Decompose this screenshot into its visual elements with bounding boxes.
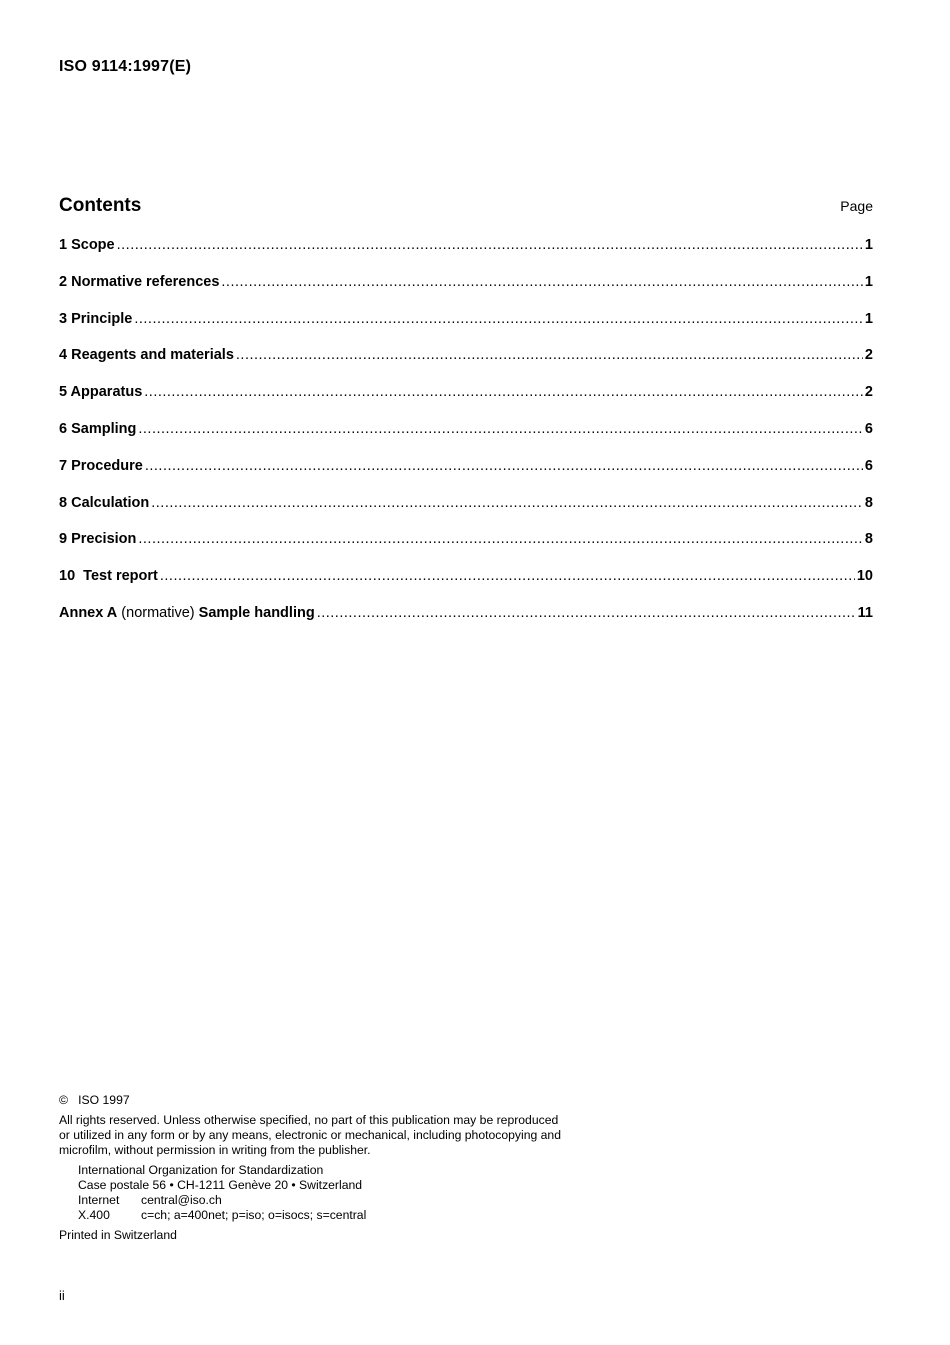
toc-entry-test-report[interactable] bbox=[59, 568, 873, 605]
toc-entry-page: 1 bbox=[864, 273, 873, 290]
page-number: ii bbox=[59, 1288, 65, 1303]
internet-value[interactable]: central@iso.ch bbox=[141, 1193, 222, 1207]
postal-address: Case postale 56 • CH-1211 Genève 20 • Switzerland bbox=[78, 1178, 363, 1192]
printed-in: Printed in Switzerland bbox=[59, 1228, 177, 1242]
toc-entry-precision[interactable] bbox=[59, 531, 873, 568]
rights-statement bbox=[59, 1113, 619, 1158]
toc-entry-page: 11 bbox=[857, 604, 873, 621]
toc-entry-page: 6 bbox=[864, 457, 873, 474]
toc-entry-page: 8 bbox=[864, 531, 873, 548]
toc-entry-label: 8 Calculation bbox=[59, 494, 150, 511]
toc-leader-dots bbox=[317, 605, 856, 621]
toc-entry-label: 4 Reagents and materials bbox=[59, 347, 234, 364]
toc-entry-annex-a[interactable] bbox=[59, 605, 873, 642]
toc-leader-dots bbox=[236, 347, 863, 363]
toc-entry-page: 10 bbox=[856, 568, 873, 585]
x400-row bbox=[78, 1208, 619, 1223]
toc-entry-label: 1 Scope bbox=[59, 237, 115, 253]
publication-footer bbox=[59, 1093, 619, 1243]
toc-entry-label: 2 Normative references bbox=[59, 273, 220, 290]
toc-entry-normative-references[interactable] bbox=[59, 274, 873, 311]
annex-prefix: Annex A bbox=[59, 604, 118, 621]
toc-leader-dots bbox=[138, 531, 863, 547]
toc-leader-dots bbox=[117, 237, 863, 253]
toc-leader-dots bbox=[145, 458, 863, 474]
document-id: ISO 9114:1997(E) bbox=[59, 58, 192, 75]
toc-entry-label: 3 Principle bbox=[59, 310, 133, 327]
toc-leader-dots bbox=[151, 495, 863, 511]
contents-heading-row bbox=[59, 195, 873, 217]
internet-label: Internet bbox=[78, 1193, 120, 1207]
toc-entry-principle[interactable] bbox=[59, 311, 873, 348]
contents-title: Contents bbox=[59, 195, 142, 216]
annex-qualifier: (normative) bbox=[117, 604, 199, 621]
toc-entry-label: 6 Sampling bbox=[59, 420, 137, 437]
toc-entry-calculation[interactable] bbox=[59, 495, 873, 532]
rights-line: All rights reserved. Unless otherwise specified, no part of this publication may be reproduced bbox=[59, 1113, 559, 1127]
toc-entry-page: 1 bbox=[864, 237, 873, 253]
copyright-notice: © ISO 1997 bbox=[59, 1093, 130, 1107]
toc-entry-page: 2 bbox=[864, 384, 873, 401]
table-of-contents bbox=[59, 237, 873, 642]
rights-line: or utilized in any form or by any means, electronic or mechanical, including photocopying and bbox=[59, 1128, 561, 1142]
toc-entry-apparatus[interactable] bbox=[59, 384, 873, 421]
rights-line: microfilm, without permission in writing from the publisher. bbox=[59, 1143, 371, 1157]
toc-entry-label bbox=[59, 605, 315, 621]
toc-entry-scope[interactable] bbox=[59, 237, 873, 274]
toc-entry-page: 6 bbox=[864, 420, 873, 437]
toc-leader-dots bbox=[138, 421, 863, 437]
page-column-label: Page bbox=[840, 198, 873, 214]
toc-entry-sampling[interactable] bbox=[59, 421, 873, 458]
toc-entry-page: 1 bbox=[864, 310, 873, 327]
toc-leader-dots bbox=[144, 384, 863, 400]
toc-entry-procedure[interactable] bbox=[59, 458, 873, 495]
toc-leader-dots bbox=[134, 311, 863, 327]
annex-title: Sample handling bbox=[198, 604, 315, 621]
toc-entry-page: 8 bbox=[864, 494, 873, 511]
toc-leader-dots bbox=[221, 274, 863, 290]
toc-entry-label: 10 Test report bbox=[59, 568, 158, 585]
toc-leader-dots bbox=[160, 568, 855, 584]
toc-entry-label: 9 Precision bbox=[59, 531, 137, 548]
x400-label: X.400 bbox=[78, 1208, 110, 1222]
x400-value: c=ch; a=400net; p=iso; o=isocs; s=central bbox=[141, 1208, 367, 1222]
publisher-address bbox=[59, 1163, 619, 1223]
toc-entry-reagents-and-materials[interactable] bbox=[59, 347, 873, 384]
toc-entry-label: 7 Procedure bbox=[59, 457, 143, 474]
internet-row bbox=[78, 1193, 619, 1208]
toc-entry-page: 2 bbox=[864, 347, 873, 364]
org-name: International Organization for Standardization bbox=[78, 1163, 324, 1177]
toc-entry-label: 5 Apparatus bbox=[59, 384, 143, 401]
